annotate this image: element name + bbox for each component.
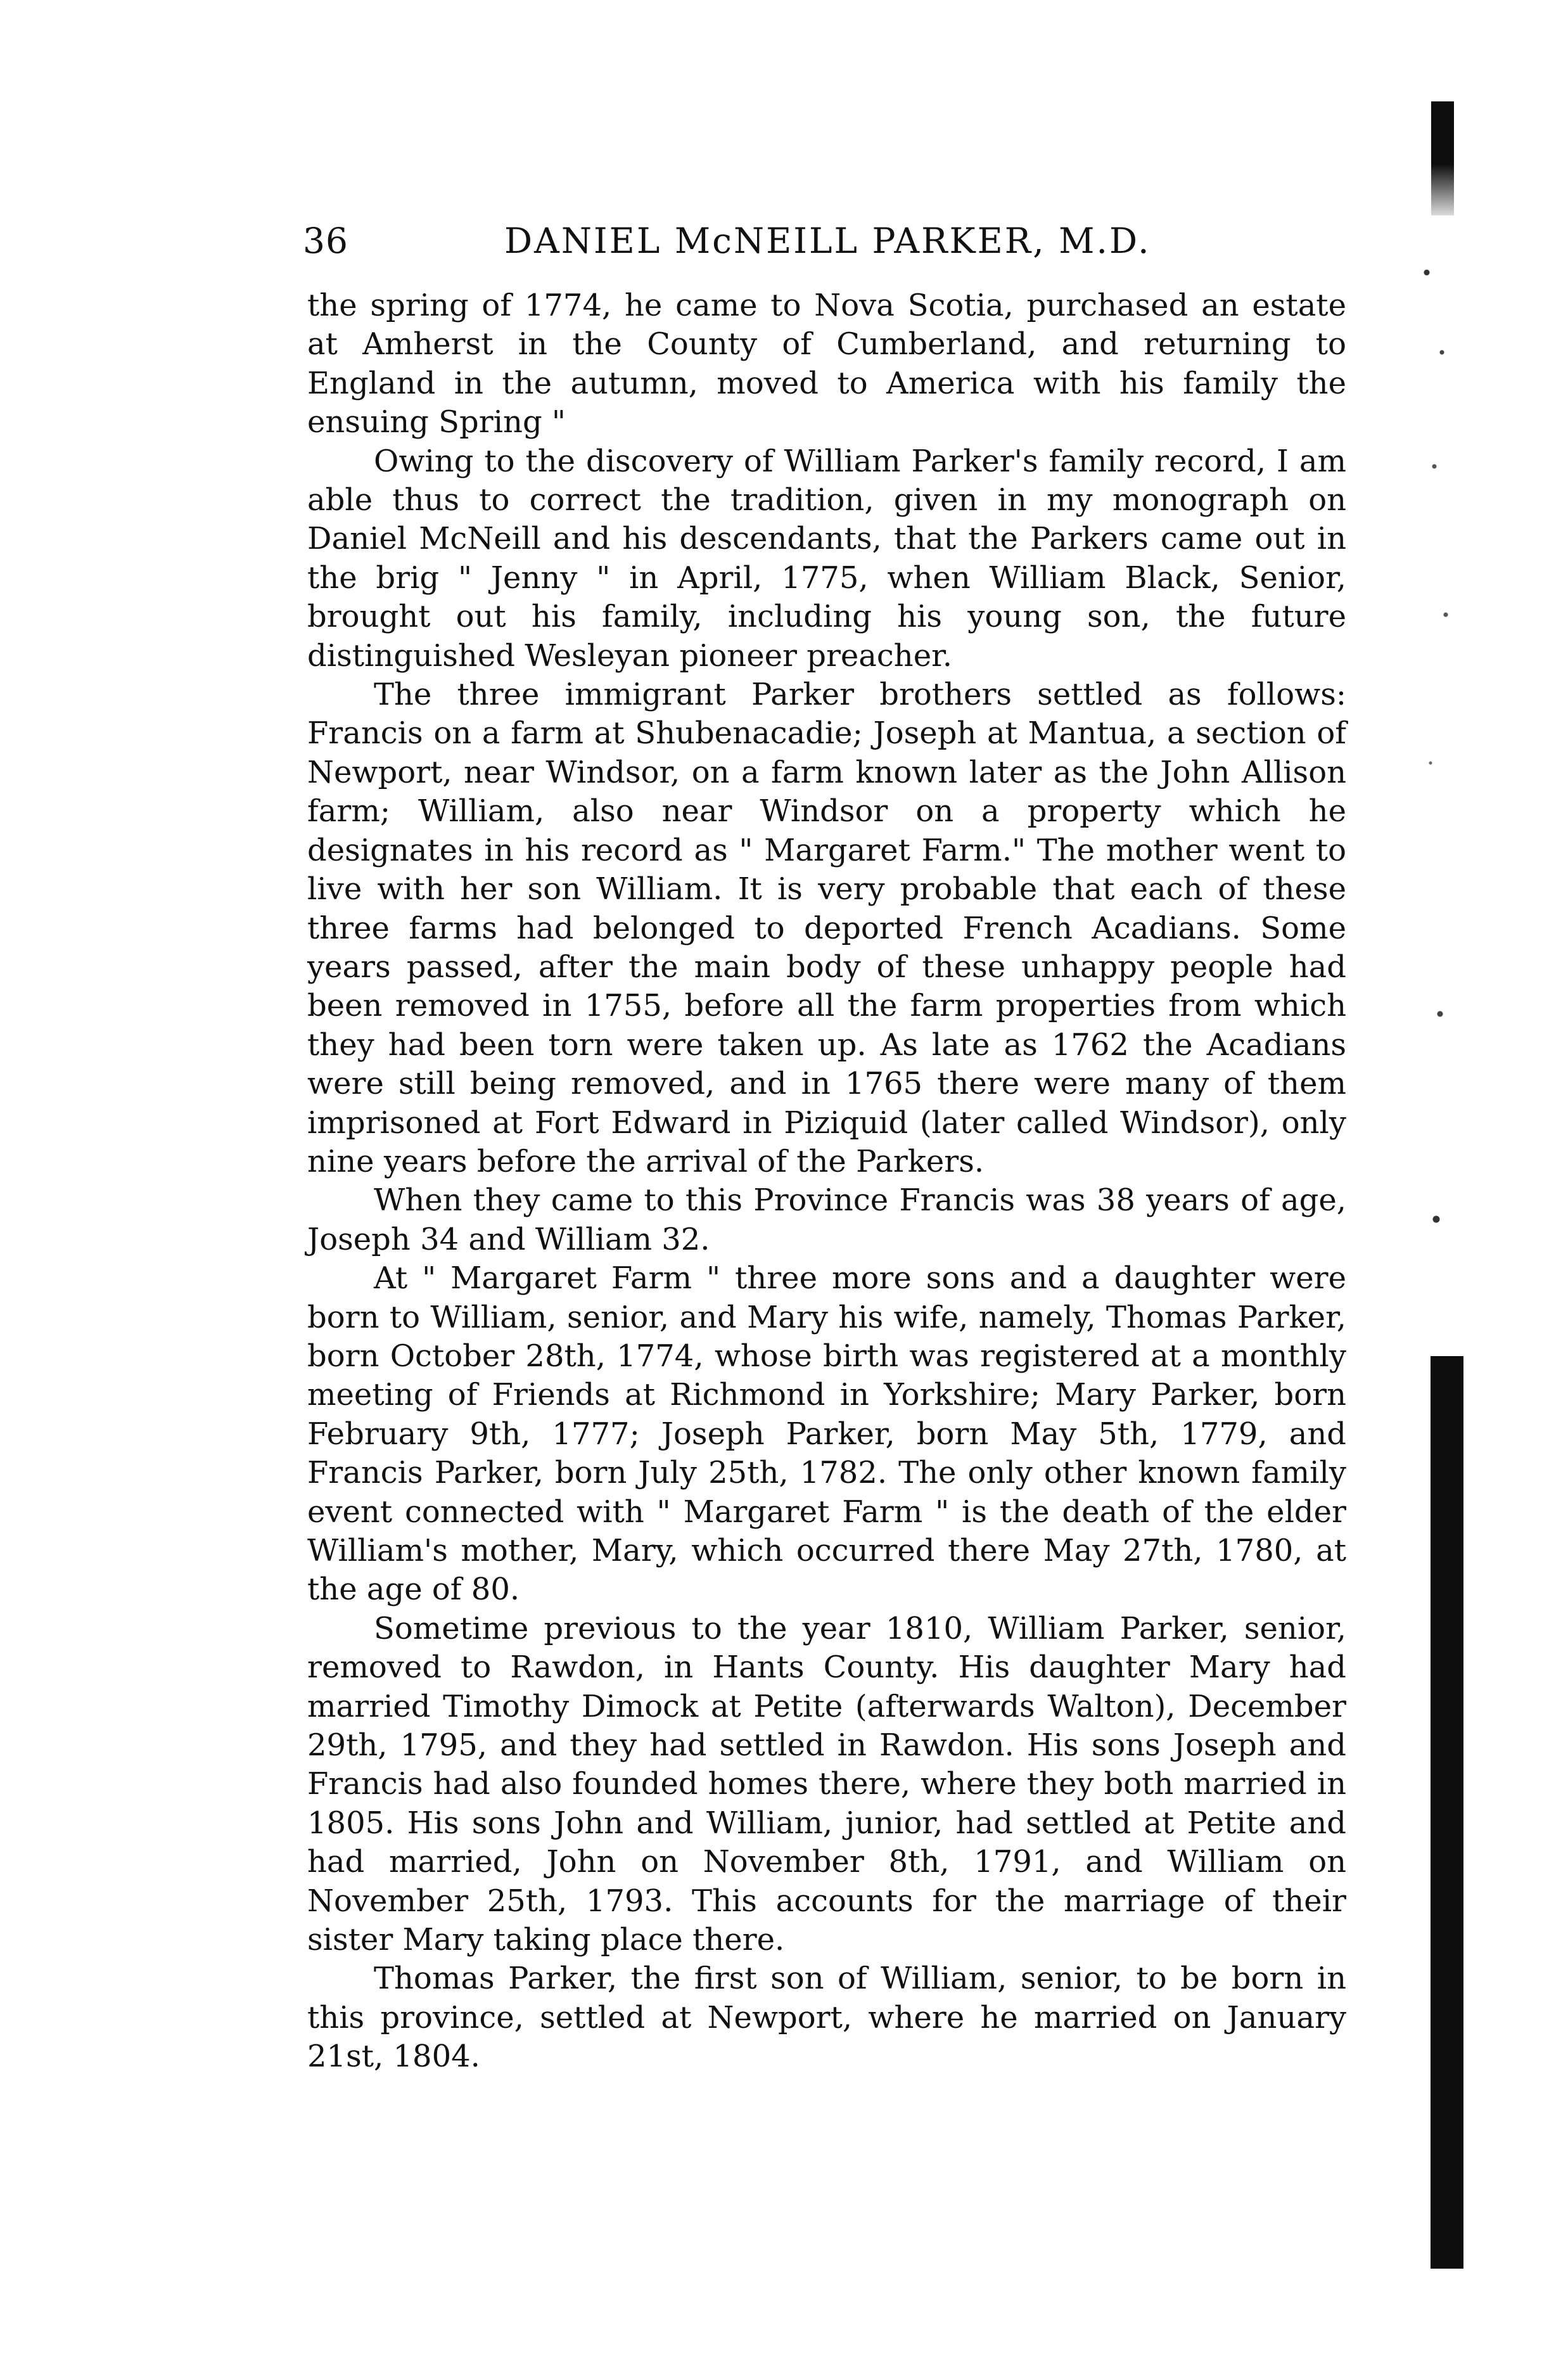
paragraph-family-record: Owing to the discovery of William Parker's family record, I am able thus to correct the tradition, given in my monograph on Daniel McNeill and his descendants, that the Parkers came out in the brig " Jenny " in April, 1775, when William Black, Senior, brought out his family, including his young son, the future distinguished Wesleyan pioneer preacher. (307, 443, 1346, 674)
paragraph-rawdon: Sometime previous to the year 1810, William Parker, senior, removed to Rawdon, in Hants County. His daughter Mary had married Timothy Dimock at Petite (afterwards Walton), December 29th, 1795, and they had settled in Rawdon. His sons Joseph and Francis had also founded homes there, where they both married in 1805. His sons John and William, junior, had settled at Petite and had married, John on November 8th, 1791, and William on November 25th, 1793. This accounts for the marriage of their sister Mary taking place there. (307, 1610, 1346, 1958)
paragraph-ages: When they came to this Province Francis was 38 years of age, Joseph 34 and William 32. (307, 1182, 1346, 1257)
body-text (307, 286, 1346, 2077)
paragraph-margaret-farm: At " Margaret Farm " three more sons and a daughter were born to William, senior, and Mary his wife, namely, Thomas Parker, born October 28th, 1774, whose birth was registered at a monthly meeting of Friends at Richmond in Yorkshire; Mary Parker, born February 9th, 1777; Joseph Parker, born May 5th, 1779, and Francis Parker, born July 25th, 1782. The only other known family event connected with " Margaret Farm " is the death of the elder William's mother, Mary, which occurred there May 27th, 1780, at the age of 80. (307, 1260, 1346, 1608)
paragraph-continued: the spring of 1774, he came to Nova Scotia, purchased an estate at Amherst in the County of Cumberland, and returning to England in the autumn, moved to America with his family the ensuing Spring " (307, 288, 1346, 440)
scan-edge-specks (1419, 215, 1457, 1356)
scan-edge-artifact-top (1431, 101, 1454, 215)
paragraph-thomas-parker: Thomas Parker, the first son of William, senior, to be born in this province, settled at Newport, where he married on January 21st, 1804. (307, 1961, 1346, 2075)
paragraph-brothers-settled: The three immigrant Parker brothers settled as follows: Francis on a farm at Shubenacadie; Joseph at Mantua, a section of Newport, near Windsor, on a farm known later as the John Allison farm; William, also near Windsor on a property which he designates in his record as " Margaret Farm." The mother went to live with her son William. It is very probable that each of these three farms had belonged to deported French Acadians. Some years passed, after the main body of these unhappy people had been removed in 1755, before all the farm properties from which they had been torn were taken up. As late as 1762 the Acadians were still being removed, and in 1765 there were many of them imprisoned at Fort Edward in Piziquid (later called Windsor), only nine years before the arrival of the Parkers. (307, 677, 1346, 1179)
scan-edge-artifact-strip (1431, 1356, 1463, 2269)
running-title: DANIEL McNEILL PARKER, M.D. (504, 221, 1151, 261)
page-number: 36 (303, 221, 348, 261)
running-head (303, 221, 1342, 265)
